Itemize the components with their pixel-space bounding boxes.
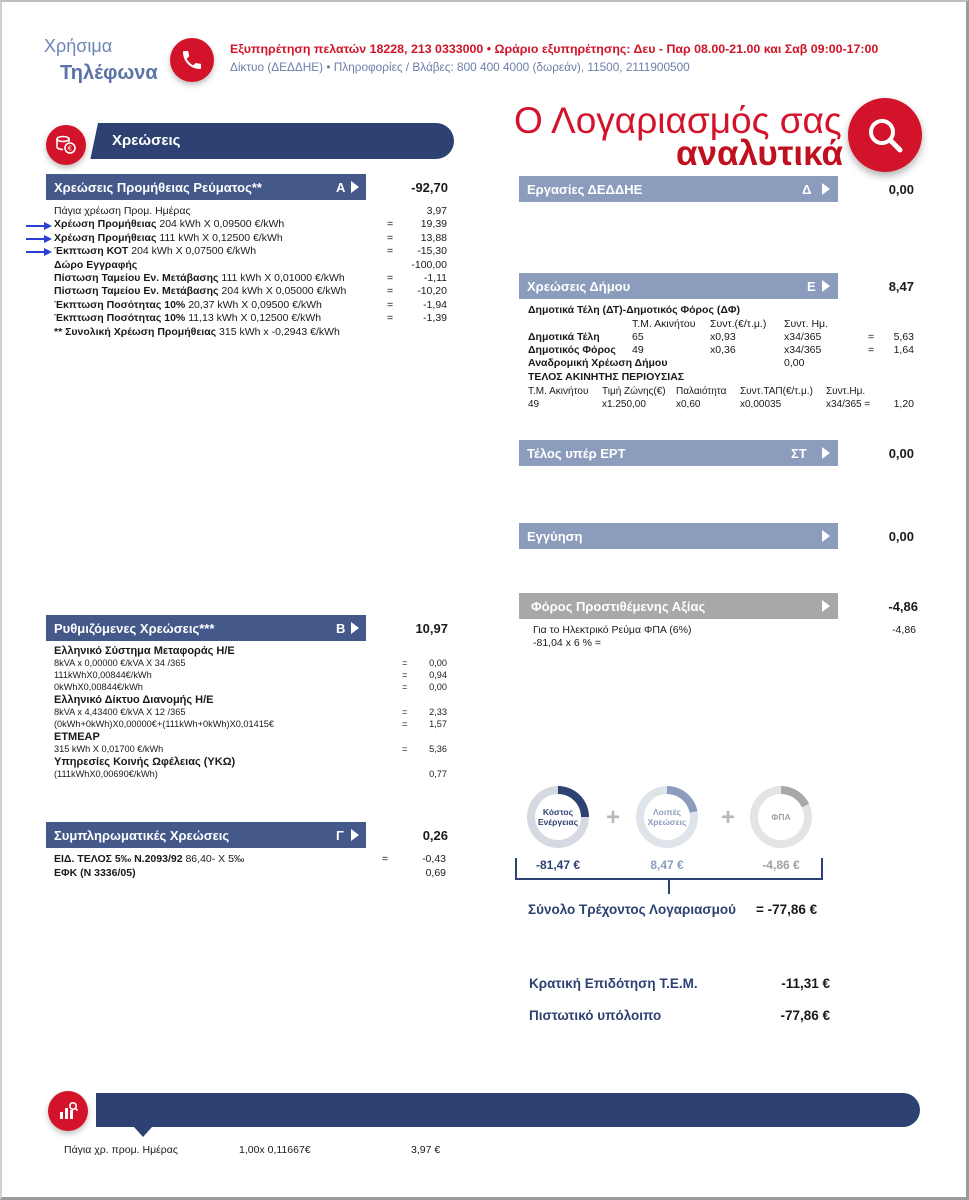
section-b-value-7: 0,77 bbox=[429, 769, 447, 779]
plus-icon: + bbox=[721, 804, 736, 831]
section-c-row-2: ΕΦΚ (Ν 3336/05) bbox=[54, 867, 136, 879]
vat-row-2: -81,04 x 6 % = bbox=[533, 637, 601, 649]
other-label-line2: Χρεώσεις bbox=[647, 817, 687, 827]
retro-charge-label: Αναδρομική Χρέωση Δήμου bbox=[528, 357, 668, 369]
municipal-tax-label: Δημοτικός Φόρος bbox=[528, 344, 616, 356]
section-b-row-2: 111kWhX0,00844€/kWh bbox=[54, 670, 152, 680]
chevron-right-icon bbox=[351, 181, 359, 193]
section-z-total: 0,00 bbox=[888, 529, 914, 544]
section-d-total: 0,00 bbox=[888, 182, 914, 197]
municipal-tax-coef: x0,36 bbox=[710, 344, 736, 356]
arrow-right-icon bbox=[26, 221, 52, 231]
credit-balance-label: Πιστωτικό υπόλοιπο bbox=[529, 1008, 662, 1023]
section-vat-bar[interactable] bbox=[519, 593, 838, 619]
section-b-bar[interactable] bbox=[46, 615, 366, 641]
charges-banner-label: Χρεώσεις bbox=[112, 132, 181, 149]
section-b-value-4: 2,33 bbox=[429, 707, 447, 717]
municipal-eq: = bbox=[868, 331, 875, 343]
section-a-row-value: -1,94 bbox=[423, 298, 447, 311]
section-st-total: 0,00 bbox=[888, 446, 914, 461]
municipal-tax-value: 1,64 bbox=[893, 344, 914, 356]
footer-banner bbox=[96, 1093, 920, 1127]
section-vat-total: -4,86 bbox=[888, 599, 918, 614]
section-e-letter: Ε bbox=[807, 279, 816, 294]
vat-donut bbox=[750, 786, 812, 848]
arrow-right-icon bbox=[26, 234, 52, 244]
section-a-row-label: Χρέωση Προμήθειας 204 kWh X 0,09500 €/kWh bbox=[54, 218, 285, 231]
page-subtitle: αναλυτικά bbox=[676, 134, 844, 173]
section-st-label: Τέλος υπέρ ΕΡΤ bbox=[527, 446, 626, 461]
section-a-row-value: -1,39 bbox=[423, 312, 447, 325]
section-a-row-label: Πάγια χρέωση Προμ. Ημέρας bbox=[54, 205, 191, 217]
section-b-heading-4: Υπηρεσίες Κοινής Ωφέλειας (ΥΚΩ) bbox=[54, 756, 236, 768]
other-charges-donut-label bbox=[644, 794, 690, 840]
vat-row-1: Για το Ηλεκτρικό Ρεύμα ΦΠΑ (6%) bbox=[533, 624, 692, 636]
other-charges-value: 8,47 € bbox=[650, 858, 684, 872]
section-st-letter: ΣΤ bbox=[791, 446, 807, 461]
other-charges-donut bbox=[636, 786, 698, 848]
section-b-row-6: 315 kWh X 0,01700 €/kWh bbox=[54, 744, 164, 754]
section-a-row-eq: = bbox=[387, 298, 394, 311]
section-a-row-label: Πίστωση Ταμείου Εν. Μετάβασης 111 kWh X 0,01000 €/kWh bbox=[54, 272, 345, 284]
section-b-value-3: 0,00 bbox=[429, 682, 447, 692]
coins-icon bbox=[46, 125, 86, 165]
section-e-bar[interactable] bbox=[519, 273, 838, 299]
plus-icon: + bbox=[606, 804, 621, 831]
section-a-row-label: Έκπτωση ΚΟΤ 204 kWh X 0,07500 €/kWh bbox=[54, 245, 257, 258]
section-a-row-label: Πίστωση Ταμείου Εν. Μετάβασης 204 kWh X 0,05000 €/kWh bbox=[54, 285, 347, 298]
section-b-letter: Β bbox=[336, 621, 346, 636]
municipal-fees-value: 5,63 bbox=[893, 331, 914, 343]
section-b-total: 10,97 bbox=[415, 621, 448, 636]
summary-bracket bbox=[515, 858, 823, 880]
section-b-label: Ρυθμιζόμενες Χρεώσεις*** bbox=[54, 621, 215, 636]
section-e-total: 8,47 bbox=[888, 279, 914, 294]
useful-phones-title-line2: Τηλέφωνα bbox=[60, 62, 158, 84]
section-a-letter: Α bbox=[336, 180, 346, 195]
section-a-row-eq: = bbox=[387, 285, 394, 298]
section-c-row-1 bbox=[54, 853, 244, 866]
section-a-row-value: 13,88 bbox=[420, 231, 447, 244]
chevron-right-icon bbox=[822, 280, 830, 292]
credit-balance-value: -77,86 € bbox=[780, 1008, 830, 1023]
charges-banner bbox=[88, 123, 454, 159]
section-c-bar[interactable] bbox=[46, 822, 366, 848]
footer-value: 3,97 € bbox=[411, 1144, 441, 1156]
municipal-col-days: Συντ. Ημ. bbox=[784, 318, 829, 330]
section-a-row-value: 19,39 bbox=[420, 218, 447, 231]
tap-col-3: Παλαιότητα bbox=[676, 386, 727, 397]
customer-service-info: Εξυπηρέτηση πελατών 18228, 213 0333000 • Ωράριο εξυπηρέτησης: Δευ - Παρ 08.00-21.00 και Σαβ 09:00-17:00 bbox=[230, 42, 879, 56]
tap-col-1: Τ.Μ. Ακινήτου bbox=[528, 386, 589, 397]
section-a-row-eq: = bbox=[387, 312, 394, 325]
section-a-total: -92,70 bbox=[411, 180, 448, 195]
section-a-row-label: Χρέωση Προμήθειας 111 kWh X 0,12500 €/kWh bbox=[54, 231, 283, 244]
municipal-fees-days: x34/365 bbox=[784, 331, 822, 343]
vat-value-1: -4,86 bbox=[892, 624, 916, 636]
section-z-bar[interactable] bbox=[519, 523, 838, 549]
tap-val-3: x0,60 bbox=[676, 399, 701, 410]
section-e-heading-1: Δημοτικά Τέλη (ΔΤ)-Δημοτικός Φόρος (ΔΦ) bbox=[528, 304, 740, 316]
section-d-bar[interactable] bbox=[519, 176, 838, 202]
footer-banner-notch bbox=[134, 1127, 152, 1137]
svg-text:€: € bbox=[67, 144, 73, 153]
tap-val-5: x34/365 = bbox=[826, 399, 871, 410]
retro-charge-value: 0,00 bbox=[784, 357, 805, 369]
tap-val-4: x0,00035 bbox=[740, 399, 782, 410]
section-b-eq: = bbox=[402, 719, 408, 729]
section-c-value-1: -0,43 bbox=[422, 853, 446, 865]
section-b-value-1: 0,00 bbox=[429, 658, 447, 668]
energy-cost-donut bbox=[527, 786, 589, 848]
section-a-row-value: -10,20 bbox=[417, 285, 447, 298]
energy-cost-value: -81,47 € bbox=[535, 858, 581, 872]
energy-label-line2: Ενέργειας bbox=[537, 817, 579, 827]
section-a-row-value: -1,11 bbox=[423, 272, 447, 284]
section-b-value-6: 5,36 bbox=[429, 744, 447, 754]
phone-icon bbox=[170, 38, 214, 82]
section-c-total: 0,26 bbox=[422, 828, 448, 843]
section-b-eq: = bbox=[402, 707, 408, 717]
section-c-row-1-calc: 86,40- Χ 5‰ bbox=[185, 853, 245, 865]
chevron-right-icon bbox=[351, 829, 359, 841]
bar-chart-icon bbox=[48, 1091, 88, 1131]
section-a-row-eq: = bbox=[387, 272, 394, 284]
section-d-label: Εργασίες ΔΕΔΔΗΕ bbox=[527, 182, 643, 197]
section-b-eq: = bbox=[402, 658, 408, 668]
section-b-eq: = bbox=[402, 670, 408, 680]
section-d-letter: Δ bbox=[802, 182, 812, 197]
municipal-fees-label: Δημοτικά Τέλη bbox=[528, 331, 600, 343]
section-b-heading-2: Ελληνικό Δίκτυο Διανομής Η/Ε bbox=[54, 694, 214, 706]
section-c-letter: Γ bbox=[336, 828, 344, 843]
section-a-label: Χρεώσεις Προμήθειας Ρεύματος** bbox=[54, 180, 262, 195]
section-a-row-label: ** Συνολική Χρέωση Προμήθειας 315 kWh x -0,2943 €/kWh bbox=[54, 325, 340, 338]
tap-col-5: Συντ.Ημ. bbox=[826, 386, 866, 397]
subsidy-value: -11,31 € bbox=[781, 976, 830, 991]
section-b-value-5: 1,57 bbox=[429, 719, 447, 729]
section-a-row-value: -15,30 bbox=[417, 245, 447, 258]
chevron-right-icon bbox=[822, 447, 830, 459]
chevron-right-icon bbox=[822, 600, 830, 612]
section-a-row-eq: = bbox=[387, 231, 394, 244]
summary-bracket-tick bbox=[668, 880, 670, 894]
arrow-right-icon bbox=[26, 247, 52, 257]
tap-val-1: 49 bbox=[528, 399, 540, 410]
section-c-row-1-label: ΕΙΔ. ΤΕΛΟΣ 5‰ Ν.2093/92 bbox=[54, 853, 183, 865]
footer-label: Πάγια χρ. προμ. Ημέρας bbox=[64, 1144, 178, 1156]
tap-col-4: Συντ.ΤΑΠ(€/τ.μ.) bbox=[740, 386, 813, 397]
subsidy-label: Κρατική Επιδότηση Τ.Ε.Μ. bbox=[529, 976, 698, 991]
tap-col-2: Τιμή Ζώνης(€) bbox=[602, 386, 666, 397]
energy-label-line1: Κόστος bbox=[542, 807, 574, 817]
section-vat-label: Φόρος Προστιθέμενης Αξίας bbox=[531, 599, 706, 614]
page-title: Ο Λογαριασμός σας bbox=[514, 100, 842, 141]
section-a-row-label: Έκπτωση Ποσότητας 10% 20,37 kWh X 0,09500 €/kWh bbox=[54, 298, 322, 311]
vat-donut-label: ΦΠΑ bbox=[758, 794, 804, 840]
municipal-tax-days: x34/365 bbox=[784, 344, 822, 356]
tap-val-2: x1.250,00 bbox=[602, 399, 646, 410]
section-a-bar[interactable] bbox=[46, 174, 366, 200]
section-a-row-value: 3,97 bbox=[426, 205, 447, 217]
section-b-eq: = bbox=[402, 744, 408, 754]
magnifier-icon bbox=[848, 98, 922, 172]
section-st-bar[interactable] bbox=[519, 440, 838, 466]
chevron-right-icon bbox=[822, 183, 830, 195]
tap-value: 1,20 bbox=[893, 398, 914, 410]
municipal-eq: = bbox=[868, 344, 875, 356]
section-b-row-7: (111kWhX0,00690€/kWh) bbox=[54, 769, 158, 779]
section-e-label: Χρεώσεις Δήμου bbox=[527, 279, 631, 294]
section-a-row-value: -100,00 bbox=[411, 258, 447, 271]
municipal-fees-area: 65 bbox=[632, 331, 644, 343]
energy-cost-donut-label bbox=[535, 794, 581, 840]
municipal-fees-coef: x0,93 bbox=[710, 331, 736, 343]
section-b-row-3: 0kWhX0,00844€/kWh bbox=[54, 682, 143, 692]
municipal-tax-area: 49 bbox=[632, 344, 644, 356]
chevron-right-icon bbox=[822, 530, 830, 542]
section-a-row-eq: = bbox=[387, 245, 394, 258]
grand-total-label: Σύνολο Τρέχοντος Λογαριασμού bbox=[528, 902, 737, 917]
municipal-col-coef: Συντ.(€/τ.μ.) bbox=[710, 318, 767, 330]
section-c-label: Συμπληρωματικές Χρεώσεις bbox=[54, 828, 230, 843]
section-b-heading-3: ΕΤΜΕΑΡ bbox=[54, 731, 100, 743]
section-z-label: Εγγύηση bbox=[527, 529, 583, 544]
footer-calc: 1,00x 0,11667€ bbox=[239, 1144, 311, 1156]
section-a-row-eq: = bbox=[387, 218, 394, 231]
section-e-heading-2: ΤΕΛΟΣ ΑΚΙΝΗΤΗΣ ΠΕΡΙΟΥΣΙΑΣ bbox=[528, 371, 685, 383]
municipal-col-area: Τ.Μ. Ακινήτου bbox=[632, 318, 696, 330]
section-b-heading-1: Ελληνικό Σύστημα Μεταφοράς Η/Ε bbox=[54, 645, 235, 657]
chevron-right-icon bbox=[351, 622, 359, 634]
network-info: Δίκτυο (ΔΕΔΔΗΕ) • Πληροφορίες / Βλάβες: 800 400 4000 (δωρεάν), 11500, 2111900500 bbox=[230, 60, 690, 74]
useful-phones-title-line1: Χρήσιμα bbox=[44, 36, 113, 56]
section-b-row-5: (0kWh+0kWh)X0,00000€+(111kWh+0kWh)X0,01415€ bbox=[54, 719, 275, 729]
vat-value: -4,86 € bbox=[762, 858, 800, 872]
section-b-value-2: 0,94 bbox=[429, 670, 447, 680]
section-b-eq: = bbox=[402, 682, 408, 692]
section-a-row-label: Έκπτωση Ποσότητας 10% 11,13 kWh X 0,12500 €/kWh bbox=[54, 312, 322, 325]
grand-total-value: = -77,86 € bbox=[756, 902, 818, 917]
section-a-row-label: Δώρο Εγγραφής bbox=[54, 258, 138, 271]
section-c-value-2: 0,69 bbox=[425, 867, 446, 879]
section-c-eq: = bbox=[382, 853, 389, 865]
other-label-line1: Λοιπές bbox=[653, 807, 681, 817]
section-b-row-1: 8kVA x 0,00000 €/kVA X 34 /365 bbox=[54, 658, 186, 668]
section-b-row-4: 8kVA x 4,43400 €/kVA X 12 /365 bbox=[54, 707, 186, 717]
